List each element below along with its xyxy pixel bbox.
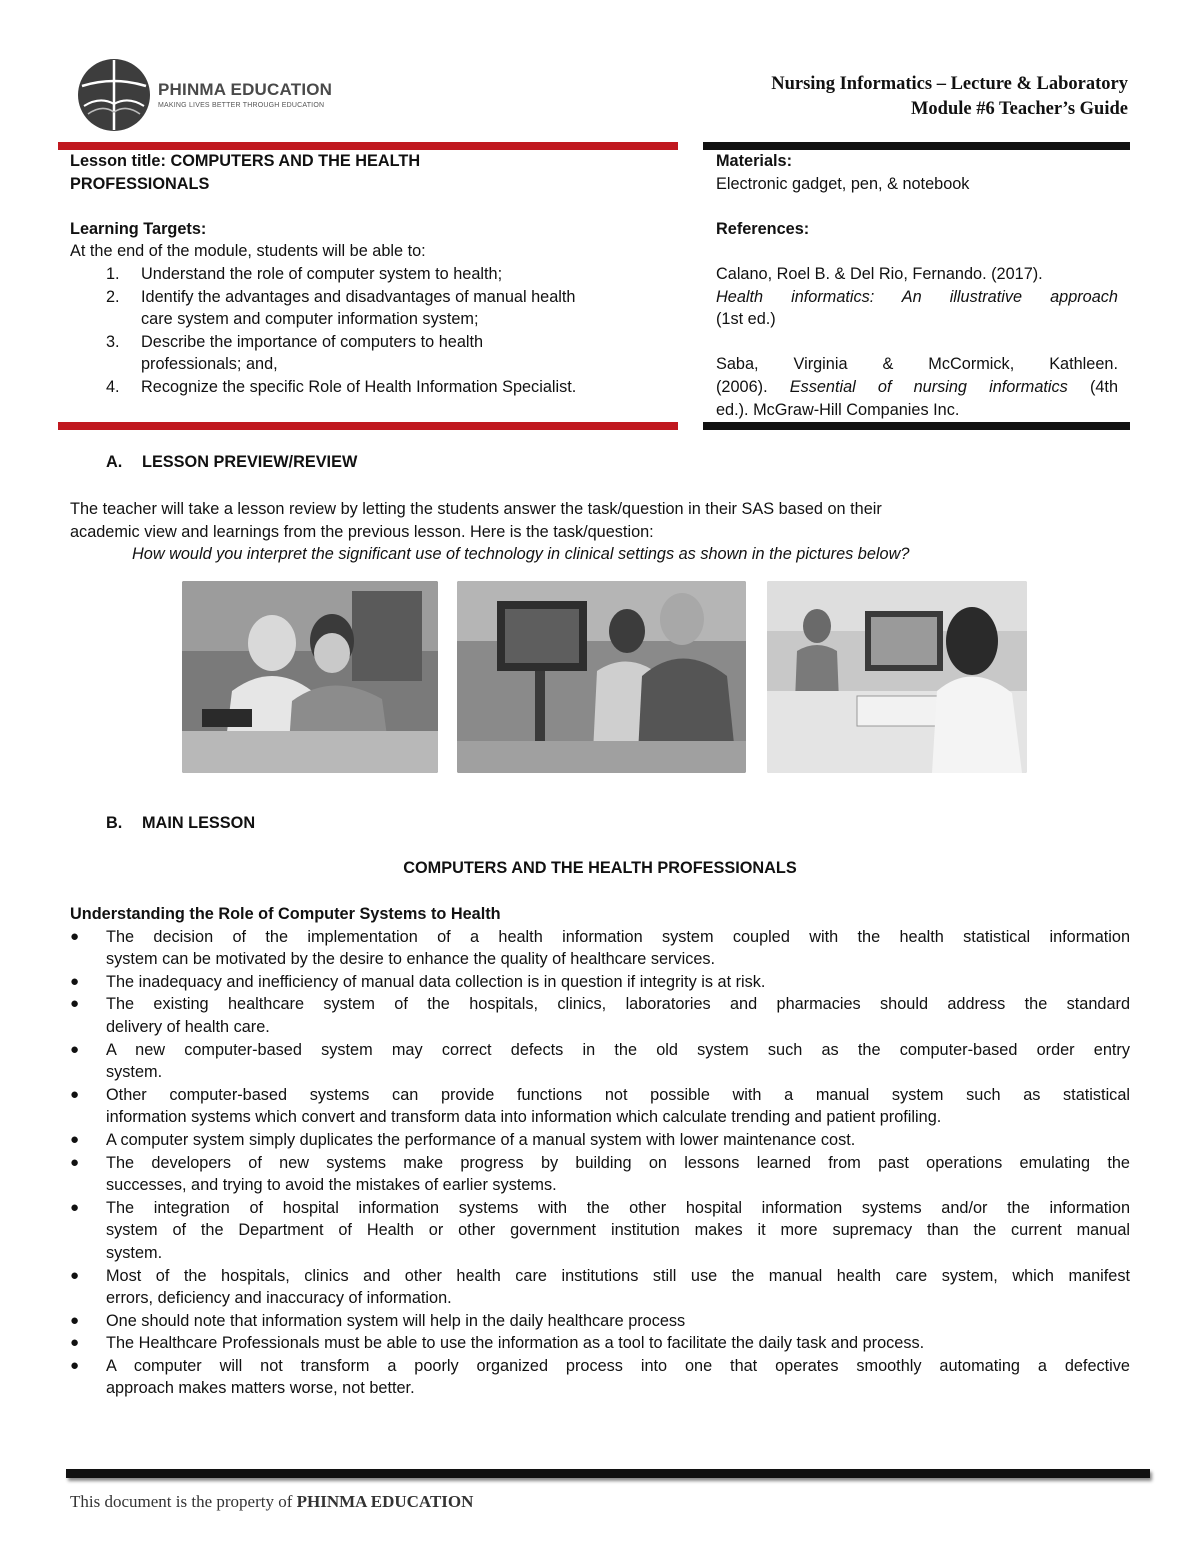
bullet-item <box>70 1152 1130 1197</box>
materials-heading: Materials: <box>716 152 793 170</box>
logo-name: PHINMA EDUCATION <box>158 80 333 99</box>
reference-2-edition: (4th <box>1089 377 1119 396</box>
target-text: Recognize the specific Role of Health Information Specialist. <box>141 377 577 396</box>
bullet-item <box>70 1332 1130 1355</box>
course-title: Nursing Informatics – Lecture & Laboratory <box>771 74 1128 94</box>
module-title: Module #6 Teacher’s Guide <box>910 99 1128 119</box>
bullet-line: The decision of the implementation of a health information system coupled with the health statistical information <box>106 927 1130 946</box>
learning-targets-heading: Learning Targets: <box>70 219 207 238</box>
bullet-line: A computer system simply duplicates the performance of a manual system with lower maintenance cost. <box>106 1130 856 1149</box>
bullet-line: errors, deficiency and inaccuracy of information. <box>106 1289 452 1308</box>
clinical-photo-3 <box>767 581 1027 773</box>
bullet-item <box>70 926 1130 971</box>
main-lesson-title: COMPUTERS AND THE HEALTH PROFESSIONALS <box>403 859 797 877</box>
bullet-line: system can be motivated by the desire to enhance the quality of healthcare services. <box>106 950 716 969</box>
bullet-item <box>70 1355 1130 1400</box>
reference-2-line2 <box>716 376 1118 399</box>
bullet-line: system. <box>106 1063 163 1082</box>
section-b-heading <box>106 814 806 837</box>
bullet-dot-icon: ● <box>70 1334 80 1352</box>
bullet-line: system. <box>106 1243 163 1262</box>
lesson-title-line1: COMPUTERS AND THE HEALTH <box>170 152 421 170</box>
target-number: 4. <box>106 377 120 396</box>
reference-2 <box>716 353 1118 421</box>
target-text: Describe the importance of computers to health <box>141 332 484 351</box>
bullet-line: The Healthcare Professionals must be able to use the information as a tool to facilitate the daily task and process. <box>106 1334 925 1353</box>
target-number: 1. <box>106 264 120 283</box>
bullet-dot-icon: ● <box>70 1085 80 1103</box>
section-a-title: LESSON PREVIEW/REVIEW <box>142 453 358 471</box>
section-a-para-line1: The teacher will take a lesson review by letting the students answer the task/question in their SAS based on their <box>70 500 882 518</box>
learning-target-item <box>70 331 670 376</box>
footer-text <box>70 1492 473 1512</box>
clinical-photo-1 <box>182 581 438 773</box>
bullet-dot-icon: ● <box>70 972 80 990</box>
bullet-line: One should note that information system will help in the daily healthcare process <box>106 1311 686 1330</box>
materials-items: Electronic gadget, pen, & notebook <box>716 174 970 193</box>
bullet-line: successes, and trying to avoid the mistakes of earlier systems. <box>106 1176 557 1195</box>
reference-1-title: Health informatics: An illustrative approach <box>716 287 1118 306</box>
bullet-item <box>70 1197 1130 1265</box>
section-a-letter: A. <box>106 453 123 471</box>
bullet-line: Most of the hospitals, clinics and other health care institutions still use the manual health care system, which manifest <box>106 1266 1130 1285</box>
logo-tagline: MAKING LIVES BETTER THROUGH EDUCATION <box>158 102 325 109</box>
learning-targets-intro: At the end of the module, students will be able to: <box>70 242 426 261</box>
bullet-line: The inadequacy and inefficiency of manual data collection is in question if integrity is at risk. <box>106 972 766 991</box>
lesson-info <box>70 150 670 399</box>
top-left-rule <box>58 142 678 150</box>
main-lesson-body <box>70 903 1130 1400</box>
bullet-line: Other computer-based systems can provide functions not possible with a manual system such as statistical <box>106 1085 1130 1104</box>
bullet-item <box>70 1129 1130 1152</box>
document-title <box>771 72 1128 122</box>
lesson-title-label: Lesson title: <box>70 152 166 170</box>
top-right-rule <box>703 142 1130 150</box>
bullet-item <box>70 1039 1130 1084</box>
section-a-question: How would you interpret the significant use of technology in clinical settings as shown in the pictures below? <box>132 545 910 564</box>
bullet-line: The integration of hospital information systems with the other hospital information systems and/or the information <box>106 1198 1130 1217</box>
bullet-line: approach makes matters worse, not better. <box>106 1379 415 1398</box>
bottom-left-rule <box>58 422 678 430</box>
bullet-line: The developers of new systems make progress by building on lessons learned from past operations emulating the <box>106 1153 1130 1172</box>
learning-targets-list <box>70 263 670 399</box>
reference-2-authors: Saba, Virginia & McCormick, Kathleen. <box>716 355 1118 374</box>
bullet-dot-icon: ● <box>70 995 80 1013</box>
bullet-dot-icon: ● <box>70 1356 80 1374</box>
target-text: Understand the role of computer system to health; <box>141 264 503 283</box>
references-heading: References: <box>716 219 810 238</box>
bottom-right-rule <box>703 422 1130 430</box>
footer-prefix: This document is the property of <box>70 1492 293 1511</box>
phinma-logo <box>74 56 344 134</box>
bullet-item <box>70 993 1130 1038</box>
bullet-dot-icon: ● <box>70 1153 80 1171</box>
main-lesson-subheading: Understanding the Role of Computer Systems to Health <box>70 905 501 923</box>
bullet-dot-icon: ● <box>70 1040 80 1058</box>
learning-target-item <box>70 286 670 331</box>
target-text: Identify the advantages and disadvantages of manual health <box>141 287 576 306</box>
learning-target-item <box>70 263 670 286</box>
phinma-emblem-icon <box>74 56 154 134</box>
reference-2-publisher: ed.). McGraw-Hill Companies Inc. <box>716 400 960 419</box>
clinical-photo-2 <box>457 581 746 773</box>
reference-2-title: Essential of nursing informatics <box>789 377 1068 396</box>
bullet-dot-icon: ● <box>70 1311 80 1329</box>
section-a-heading <box>106 453 806 476</box>
bullet-line: The existing healthcare system of the hospitals, clinics, laboratories and pharmacies should address the standard <box>106 995 1130 1014</box>
bullet-dot-icon: ● <box>70 1266 80 1284</box>
footer-rule <box>66 1469 1150 1478</box>
bullet-line: information systems which convert and transform data into information which calculate trending and patient profiling. <box>106 1108 942 1127</box>
section-a-paragraph <box>70 498 1130 566</box>
bullet-item <box>70 1084 1130 1129</box>
target-number: 3. <box>106 332 120 351</box>
bullet-item <box>70 1310 1130 1333</box>
section-a-para-line2: academic view and learnings from the previous lesson. Here is the task/question: <box>70 522 654 541</box>
bullet-dot-icon: ● <box>70 927 80 945</box>
learning-target-item <box>70 376 670 399</box>
bullet-line: A new computer-based system may correct defects in the old system such as the computer-based order entry <box>106 1040 1130 1059</box>
lesson-title <box>70 150 670 195</box>
bullet-list <box>70 926 1130 1400</box>
bullet-line: system of the Department of Health or other government institution makes it more supremacy than the current manual <box>106 1221 1130 1240</box>
materials-references <box>716 150 1118 421</box>
bullet-item <box>70 1265 1130 1310</box>
reference-1-authors: Calano, Roel B. & Del Rio, Fernando. (2017). <box>716 264 1043 283</box>
target-number: 2. <box>106 287 120 306</box>
target-text-cont: professionals; and, <box>141 355 278 374</box>
section-b-title: MAIN LESSON <box>142 814 256 832</box>
section-b-letter: B. <box>106 814 123 832</box>
bullet-line: A computer will not transform a poorly organized process into one that operates smoothly automating a defective <box>106 1356 1130 1375</box>
bullet-line: delivery of health care. <box>106 1017 270 1036</box>
reference-2-year: (2006). <box>716 377 768 396</box>
lesson-title-line2: PROFESSIONALS <box>70 174 210 193</box>
reference-1 <box>716 263 1118 331</box>
reference-1-edition: (1st ed.) <box>716 310 776 329</box>
bullet-dot-icon: ● <box>70 1198 80 1216</box>
bullet-dot-icon: ● <box>70 1130 80 1148</box>
target-text-cont: care system and computer information system; <box>141 310 479 329</box>
bullet-item <box>70 971 1130 994</box>
footer-org: PHINMA EDUCATION <box>296 1492 474 1511</box>
